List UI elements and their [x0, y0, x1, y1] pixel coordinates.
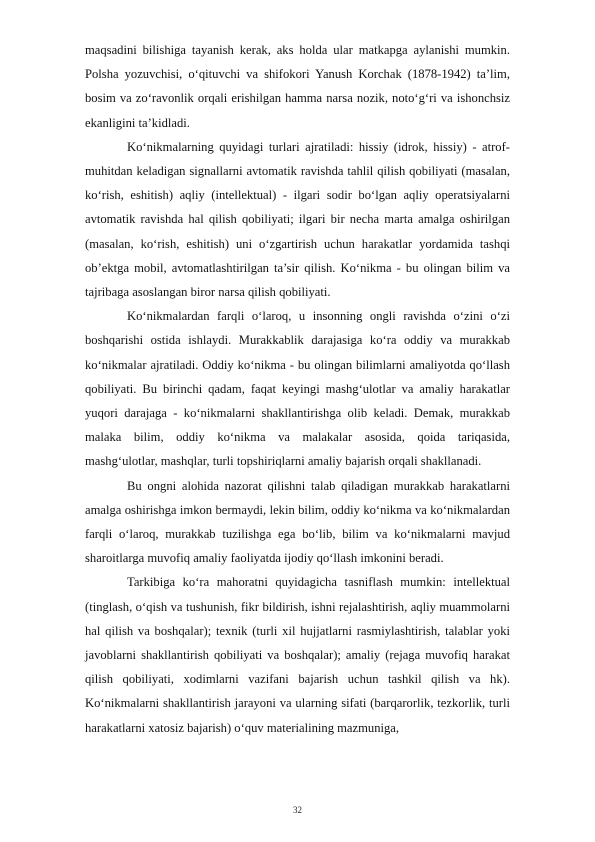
body-text	[85, 38, 510, 740]
page-number: 32	[293, 805, 302, 815]
paragraph-4: Bu ongni alohida nazorat qilishni talab qiladigan murakkab harakatlarni amalga oshirishga imkon bermaydi, lekin bilim, oddiy ko‘nikma va ko‘nikmalardan farqli o‘laroq, murakkab tuzilishga ega bo‘lib, bilim va ko‘nikmalarni mavjud sharoitlarga muvofiq amaliy faoliyatda ijodiy qo‘llash imkonini beradi.	[85, 478, 510, 566]
paragraph-5: Tarkibiga ko‘ra mahoratni quyidagicha tasniflash mumkin: intellektual (tinglash, o‘qish va tushunish, fikr bildirish, ishni rejalashtirish, aqliy muammolarni hal qilish va boshqalar); texnik (turli xil hujjatlarni rasmiylashtirish, talablar yoki javoblarni shakllantirish qobiliyati va boshqalar); amaliy (rejaga muvofiq harakat qilish qobiliyati, xodimlarni vazifani bajarish uchun tashkil qilish va hk). Ko‘nikmalarni shakllantirish jarayoni va ularning sifati (barqarorlik, tezkorlik, turli harakatlarni xatosiz bajarish) o‘quv materialining mazmuniga,	[85, 575, 510, 735]
paragraph-3: Ko‘nikmalardan farqli o‘laroq, u insonning ongli ravishda o‘zini o‘zi boshqarishi ostida ishlaydi. Murakkablik darajasiga ko‘ra oddiy va murakkab ko‘nikmalar ajratiladi. Oddiy ko‘nikma - bu olingan bilimlarni amaliyotda qo‘llash qobiliyati. Bu birinchi qadam, faqat keyingi mashg‘ulotlar va amaliy harakatlar yuqori darajaga - ko‘nikmalarni shakllantirishga olib keladi. Demak, murakkab malaka bilim, oddiy ko‘nikma va malakalar asosida, qoida tariqasida, mashg‘ulotlar, mashqlar, turli topshiriqlarni amaliy bajarish orqali shakllanadi.	[85, 309, 510, 469]
paragraph-1: maqsadini bilishiga tayanish kerak, aks holda ular matkapga aylanishi mumkin. Polsha yozuvchisi, o‘qituvchi va shifokori Yanush Korchak (1878-1942) ta’lim, bosim va zo‘ravonlik orqali erishilgan hamma narsa nozik, noto‘g‘ri va ishonchsiz ekanligini ta’kidladi.	[85, 43, 510, 130]
paragraph-2: Ko‘nikmalarning quyidagi turlari ajratiladi: hissiy (idrok, hissiy) - atrof-muhitdan keladigan signallarni avtomatik ravishda tahlil qilish qobiliyati (masalan, ko‘rish, eshitish) aqliy (intellektual) - ilgari sodir bo‘lgan aqliy operatsiyalarni avtomatik ravishda hal qilish qobiliyati; ilgari bir necha marta amalga oshirilgan (masalan, ko‘rish, eshitish) uni o‘zgartirish uchun harakatlar yordamida tashqi ob’ektga mobil, avtomatlashtirilgan ta’sir qilish. Ko‘nikma - bu olingan bilim va tajribaga asoslangan biror narsa qilish qobiliyati.	[85, 139, 510, 300]
